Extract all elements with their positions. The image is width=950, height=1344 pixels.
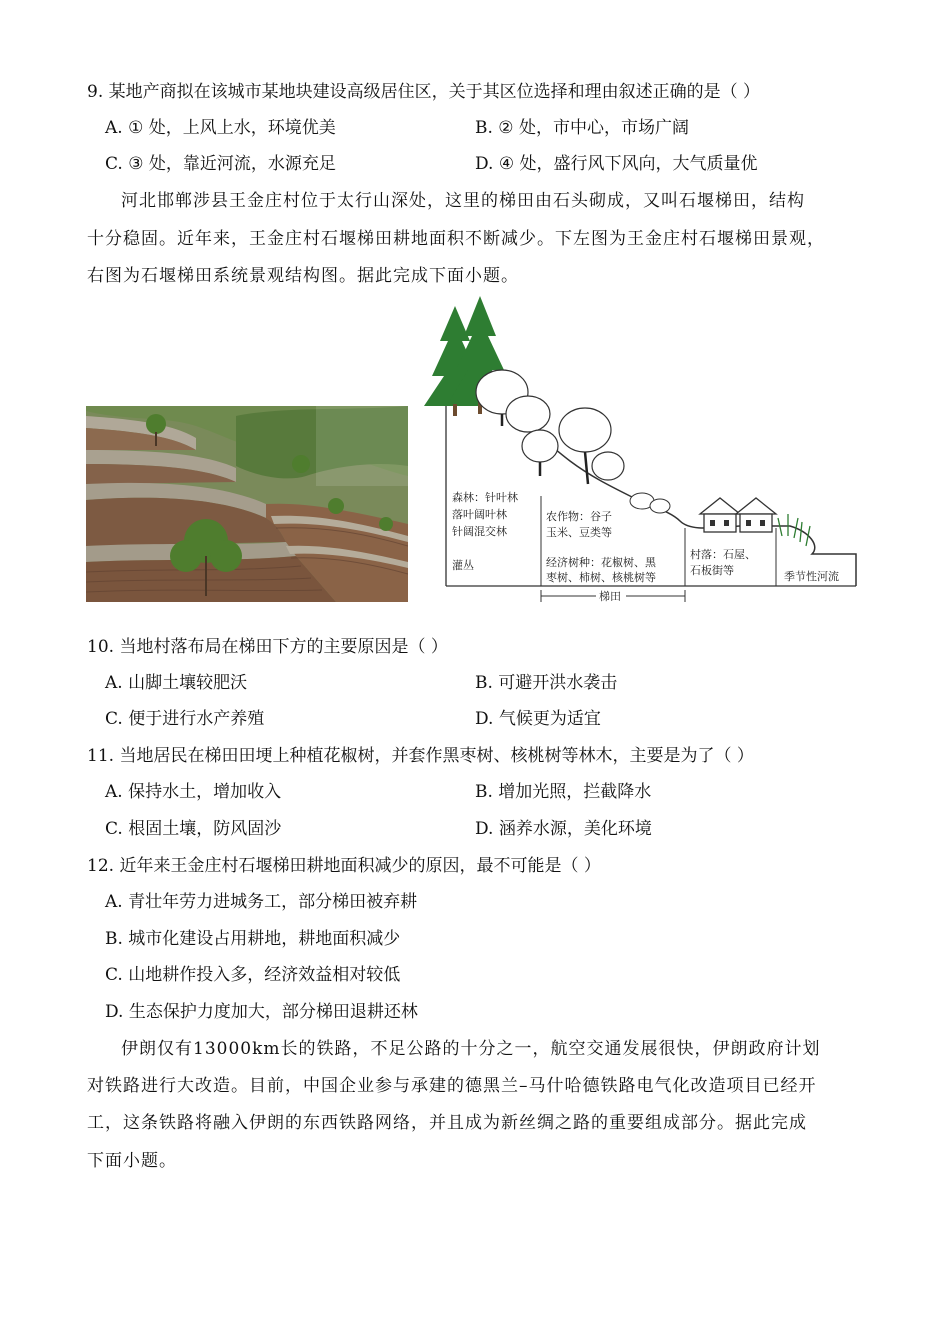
label-terrace: 梯田 xyxy=(599,590,621,603)
q9-option-b: B. ② 处，市中心，市场广阔 xyxy=(475,118,689,138)
q12-option-b: B. 城市化建设占用耕地，耕地面积减少 xyxy=(105,929,401,949)
q10-option-a: A. 山脚土壤较肥沃 xyxy=(105,673,248,693)
label-village-1: 村落：石屋、 xyxy=(690,548,756,561)
intro2-line1: 伊朗仅有13000km长的铁路，不足公路的十分之一，航空交通发展很快，伊朗政府计划 xyxy=(121,1039,821,1059)
label-econ-1: 经济树种：花椒树、黑 xyxy=(546,556,656,569)
q10-option-c: C. 便于进行水产养殖 xyxy=(105,709,265,729)
q12-option-d: D. 生态保护力度加大，部分梯田退耕还林 xyxy=(105,1002,418,1022)
q10-option-b: B. 可避开洪水袭击 xyxy=(475,673,618,693)
q12-option-a: A. 青壮年劳力进城务工，部分梯田被弃耕 xyxy=(105,892,418,912)
q11-option-b: B. 增加光照，拦截降水 xyxy=(475,782,652,802)
intro1-line2: 十分稳固。近年来，王金庄村石堰梯田耕地面积不断减少。下左图为王金庄村石堰梯田景观， xyxy=(87,229,825,249)
q11-option-c: C. 根固土壤，防风固沙 xyxy=(105,819,282,839)
q9-option-a: A. ① 处，上风上水，环境优美 xyxy=(105,118,336,138)
q9-option-c: C. ③ 处，靠近河流，水源充足 xyxy=(105,154,336,174)
q12-stem: 12. 近年来王金庄村石堰梯田耕地面积减少的原因，最不可能是（ ） xyxy=(87,856,601,876)
label-river: 季节性河流 xyxy=(784,570,839,583)
label-forest-2: 落叶阔叶林 xyxy=(452,508,507,521)
q12-option-c: C. 山地耕作投入多，经济效益相对较低 xyxy=(105,965,401,985)
intro2-line3: 工，这条铁路将融入伊朗的东西铁路网络，并且成为新丝绸之路的重要组成部分。据此完成 xyxy=(87,1113,807,1133)
label-village-2: 石板街等 xyxy=(690,564,734,577)
q10-stem: 10. 当地村落布局在梯田下方的主要原因是（ ） xyxy=(87,637,448,657)
intro2-line4: 下面小题。 xyxy=(87,1151,177,1171)
label-crops-2: 玉米、豆类等 xyxy=(546,526,612,539)
intro1-line1: 河北邯郸涉县王金庄村位于太行山深处，这里的梯田由石头砌成，又叫石堰梯田，结构 xyxy=(121,191,805,211)
label-crops-1: 农作物：谷子 xyxy=(546,510,612,523)
intro2-line2: 对铁路进行大改造。目前，中国企业参与承建的德黑兰–马什哈德铁路电气化改造项目已经开 xyxy=(87,1076,817,1096)
intro1-line3: 右图为石堰梯田系统景观结构图。据此完成下面小题。 xyxy=(87,266,519,286)
q9-option-d: D. ④ 处，盛行风下风向，大气质量优 xyxy=(475,154,758,174)
terrace-structure-diagram xyxy=(410,296,865,606)
terrace-photo xyxy=(86,406,408,602)
label-shrub: 灌丛 xyxy=(452,559,474,572)
label-forest-1: 森林：针叶林 xyxy=(452,491,518,504)
q11-stem: 11. 当地居民在梯田田埂上种植花椒树，并套作黑枣树、核桃树等林木，主要是为了（ ） xyxy=(87,746,754,766)
q11-option-d: D. 涵养水源，美化环境 xyxy=(475,819,652,839)
q10-option-d: D. 气候更为适宜 xyxy=(475,709,601,729)
label-forest-3: 针阔混交林 xyxy=(452,525,507,538)
q9-stem: 9. 某地产商拟在该城市某地块建设高级居住区，关于其区位选择和理由叙述正确的是（ ） xyxy=(87,82,761,102)
q11-option-a: A. 保持水土，增加收入 xyxy=(105,782,282,802)
label-econ-2: 枣树、柿树、核桃树等 xyxy=(546,571,656,584)
